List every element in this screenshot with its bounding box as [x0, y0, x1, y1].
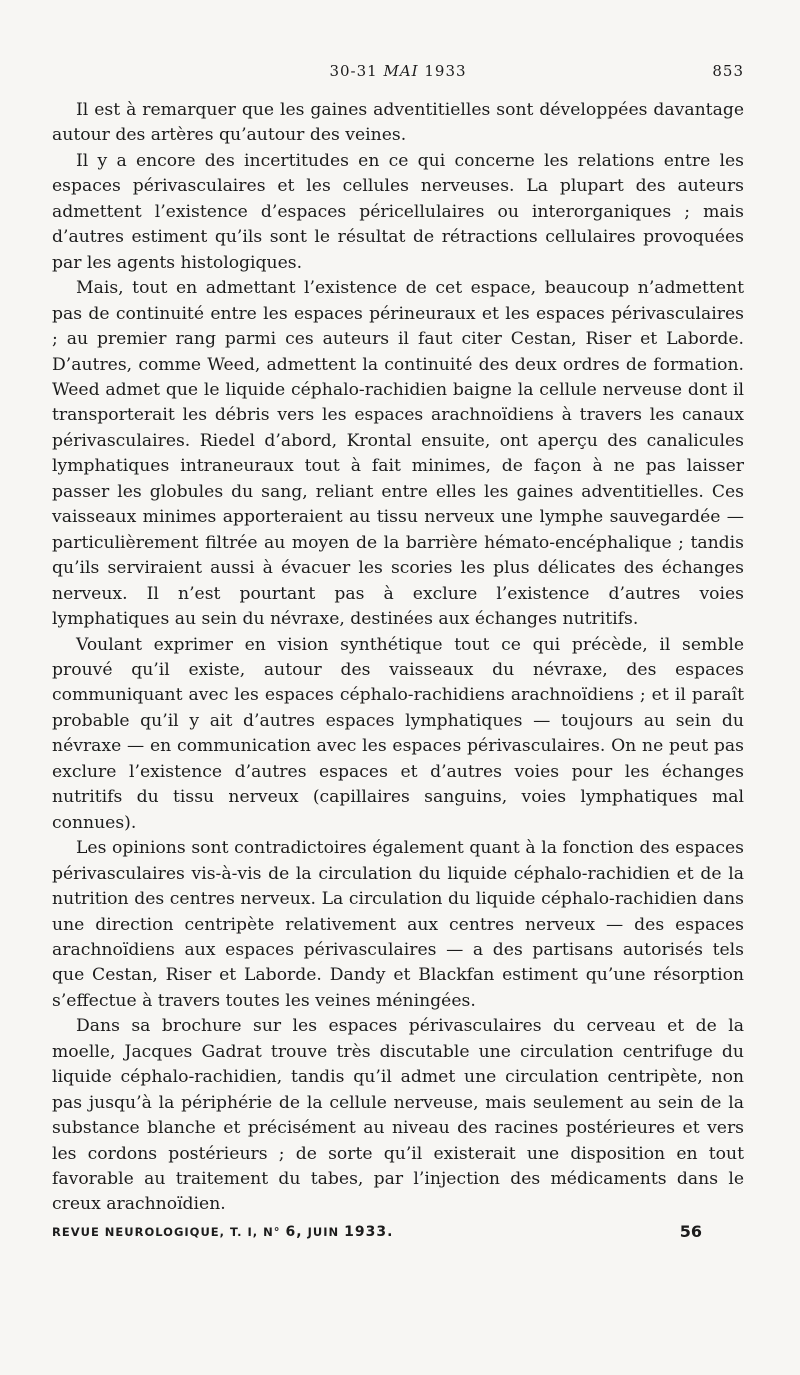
page-number: 853 [712, 62, 744, 80]
paragraph: Les opinions sont contradictoires également quant à la fonction des espaces périvasculaires vis-à-vis de la circulation du liquide céphalo-rachidien et de la nutrition des centres nerveux. La circulation du liquide céphalo-rachidien dans une direction centripète relativement aux centres nerveux — des espaces arachnoïdiens aux espaces périvasculaires — a des partisans autorisés tels que Cestan, Riser et Laborde. Dandy et Blackfan estiment qu’une résorption s’effectue à travers toutes les veines méningées. [52, 838, 744, 1011]
body-text [52, 98, 744, 1218]
header-month: MAI [383, 62, 419, 80]
paragraph: Voulant exprimer en vision synthétique tout ce qui précède, il semble prouvé qu’il existe, autour des vaisseaux du névraxe, des espaces communiquant avec les espaces céphalo-rachidiens arachnoïdiens ; et il paraît probable qu’il y ait d’autres espaces lymphatiques — toujours au sein du névraxe — en communication avec les espaces périvasculaires. On ne peut pas exclure l’existence d’autres espaces et d’autres voies pour les échanges nutritifs du tissu nerveux (capillaires sanguins, voies lymphatiques mal connues). [52, 634, 744, 833]
journal-citation [52, 1224, 393, 1240]
header-year: 1933 [424, 62, 467, 80]
journal-month: JUIN [307, 1224, 340, 1239]
paragraph: Il y a encore des incertitudes en ce qui concerne les relations entre les espaces périvasculaires et les cellules nerveuses. La plupart des auteurs admettent l’existence d’espaces péricellulaires ou interorganiques ; mais d’autres estiment qu’ils sont le résultat de rétractions cellulaires provoquées par les agents histologiques. [52, 150, 744, 273]
journal-issue: 6, [285, 1223, 303, 1240]
sheet-number: 56 [679, 1221, 702, 1241]
running-header [52, 62, 744, 86]
header-date [52, 62, 744, 80]
paragraph: Mais, tout en admettant l’existence de cet espace, beaucoup n’admettent pas de continuité entre les espaces périneuraux et les espaces périvasculaires ; au premier rang parmi ces auteurs il faut citer Cestan, Riser et Laborde. D’autres, comme Weed, admettent la continuité des deux ordres de formation. Weed admet que le liquide céphalo-rachidien baigne la cellule nerveuse dont il transporterait les débris vers les espaces arachnoïdiens à travers les canaux périvasculaires. Riedel d’abord, Krontal ensuite, ont aperçu des canalicules lymphatiques intraneuraux tout à fait minimes, de façon à ne pas laisser passer les globules du sang, reliant entre elles les gaines adventitielles. Ces vaisseaux minimes apporteraient au tissu nerveux une lymphe sauvegardée — particulièrement filtrée au moyen de la barrière hémato-encéphalique ; tandis qu’ils serviraient aussi à évacuer les scories les plus délicates des échanges nerveux. Il n’est pourtant pas à exclure l’existence d’autres voies lymphatiques au sein du névraxe, destinées aux échanges nutritifs. [52, 278, 744, 630]
journal-name: REVUE NEUROLOGIQUE, T. I, N° [52, 1224, 281, 1239]
document-page [52, 62, 744, 1246]
paragraph: Dans sa brochure sur les espaces périvasculaires du cerveau et de la moelle, Jacques Gadrat trouve très discutable une circulation centrifuge du liquide céphalo-rachidien, tandis qu’il admet une circulation centripète, non pas jusqu’à la périphérie de la cellule nerveuse, mais seulement au sein de la substance blanche et précisément au niveau des racines postérieures et vers les cordons postérieurs ; de sorte qu’il existerait une disposition en tout favorable au traitement du tabes, par l’injection des médicaments dans le creux arachnoïdien. [52, 1016, 744, 1215]
page-footer [52, 1222, 744, 1246]
journal-year: 1933. [344, 1223, 394, 1240]
header-date-prefix: 30-31 [329, 62, 378, 80]
paragraph: Il est à remarquer que les gaines adventitielles sont développées davantage autour des artères qu’autour des veines. [52, 100, 744, 146]
